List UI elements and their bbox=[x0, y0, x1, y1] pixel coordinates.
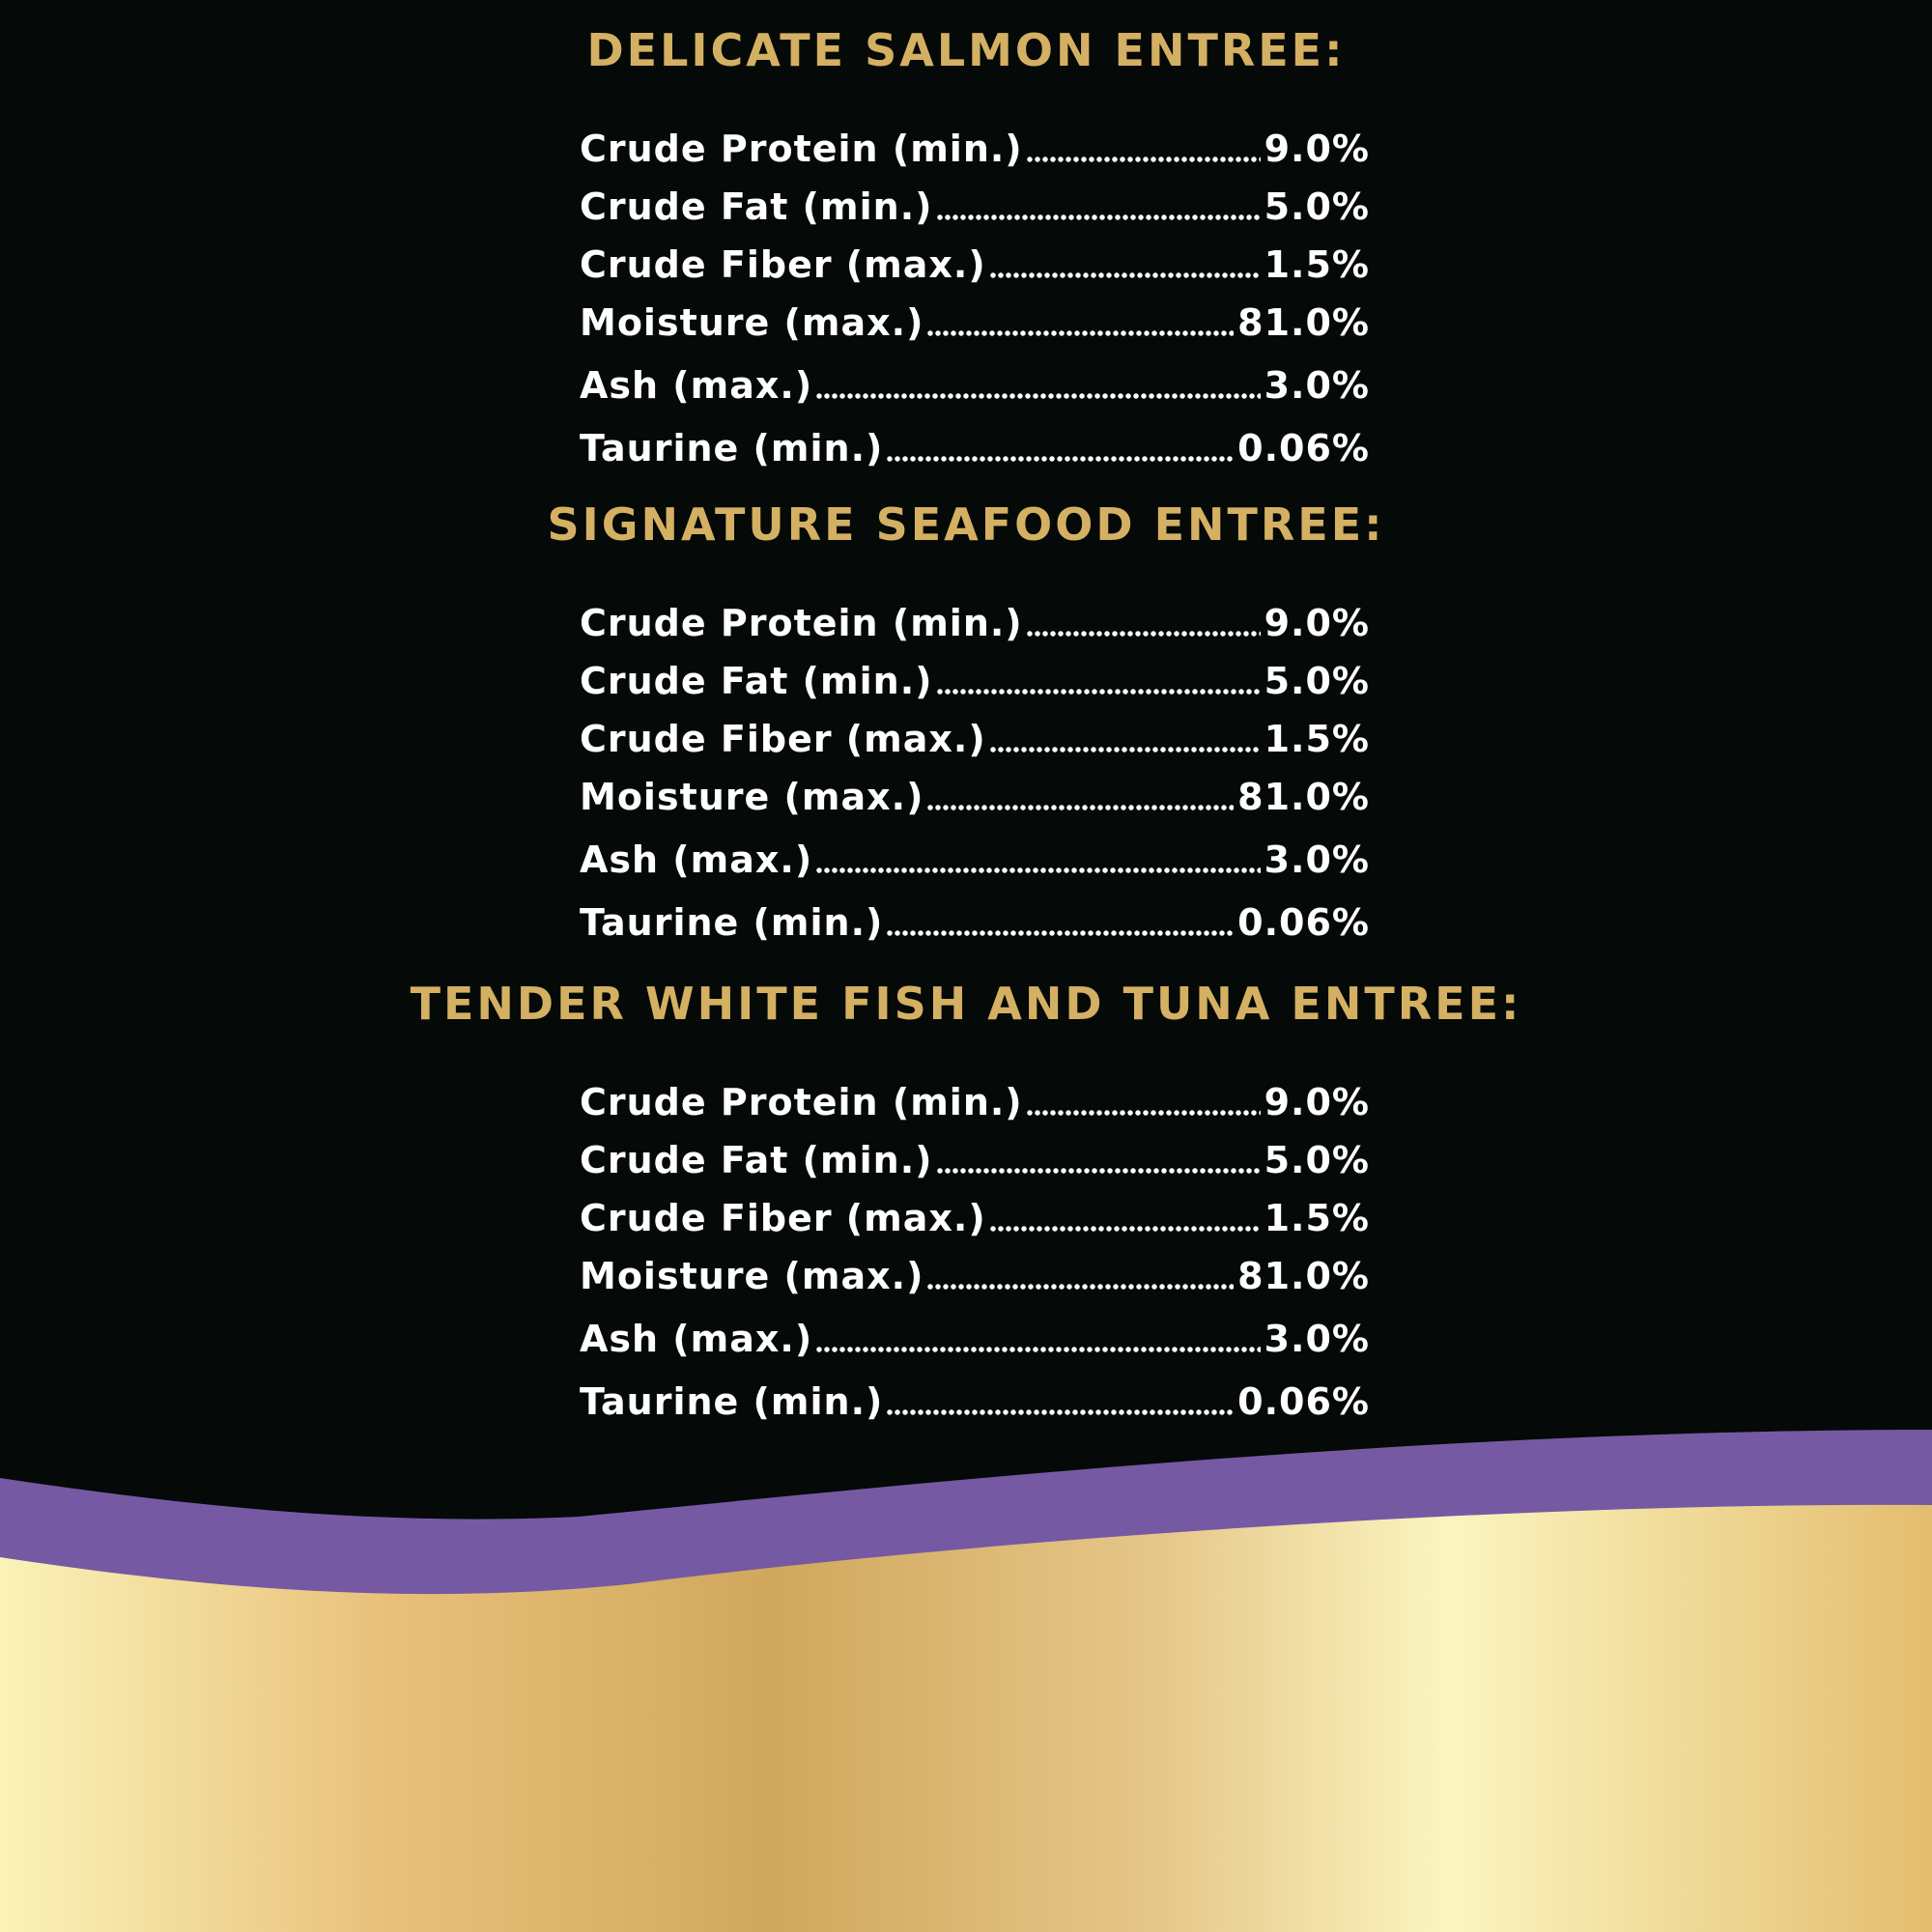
dot-leader bbox=[990, 271, 1261, 279]
dot-leader bbox=[927, 1283, 1234, 1291]
analysis-row bbox=[580, 125, 1370, 173]
nutrient-label: Taurine (min.) bbox=[580, 427, 884, 469]
analysis-row bbox=[580, 1078, 1370, 1126]
nutrient-label: Crude Protein (min.) bbox=[580, 1081, 1023, 1123]
analysis-row bbox=[580, 361, 1370, 410]
analysis-row bbox=[580, 183, 1370, 231]
dot-leader bbox=[887, 929, 1234, 937]
nutrient-value: 9.0% bbox=[1264, 602, 1370, 644]
nutrient-value: 81.0% bbox=[1237, 1255, 1370, 1297]
nutrient-label: Ash (max.) bbox=[580, 1318, 813, 1360]
nutrient-value: 5.0% bbox=[1264, 1139, 1370, 1181]
nutrient-label: Moisture (max.) bbox=[580, 301, 924, 344]
analysis-row bbox=[580, 1252, 1370, 1300]
nutrient-label: Crude Fat (min.) bbox=[580, 185, 933, 228]
nutrient-value: 1.5% bbox=[1264, 1197, 1370, 1239]
nutrient-label: Crude Fiber (max.) bbox=[580, 243, 986, 286]
nutrient-label: Moisture (max.) bbox=[580, 776, 924, 818]
analysis-row bbox=[580, 424, 1370, 472]
nutrient-label: Crude Fiber (max.) bbox=[580, 1197, 986, 1239]
analysis-row bbox=[580, 657, 1370, 705]
nutrient-value: 5.0% bbox=[1264, 660, 1370, 702]
nutrient-label: Crude Fat (min.) bbox=[580, 660, 933, 702]
dot-leader bbox=[927, 804, 1234, 811]
nutrient-value: 3.0% bbox=[1264, 364, 1370, 407]
analysis-row bbox=[580, 1194, 1370, 1242]
nutrient-value: 0.06% bbox=[1237, 1380, 1370, 1423]
nutrient-value: 3.0% bbox=[1264, 838, 1370, 881]
nutrient-value: 3.0% bbox=[1264, 1318, 1370, 1360]
dot-leader bbox=[816, 392, 1260, 400]
nutrient-label: Taurine (min.) bbox=[580, 901, 884, 944]
nutrient-value: 9.0% bbox=[1264, 128, 1370, 170]
section-title: SIGNATURE SEAFOOD ENTREE: bbox=[547, 498, 1385, 551]
dot-leader bbox=[1027, 156, 1261, 163]
nutrient-label: Ash (max.) bbox=[580, 838, 813, 881]
section-white-fish-tuna bbox=[0, 977, 1932, 1423]
nutrient-label: Crude Protein (min.) bbox=[580, 602, 1023, 644]
nutrient-value: 0.06% bbox=[1237, 901, 1370, 944]
dot-leader bbox=[887, 455, 1234, 463]
nutrient-label: Crude Fat (min.) bbox=[580, 1139, 933, 1181]
nutrient-label: Crude Protein (min.) bbox=[580, 128, 1023, 170]
nutrient-label: Taurine (min.) bbox=[580, 1380, 884, 1423]
dot-leader bbox=[937, 688, 1261, 696]
analysis-row bbox=[580, 599, 1370, 647]
nutrient-value: 1.5% bbox=[1264, 718, 1370, 760]
dot-leader bbox=[937, 1167, 1261, 1175]
nutrient-value: 81.0% bbox=[1237, 776, 1370, 818]
dot-leader bbox=[937, 213, 1261, 221]
dot-leader bbox=[927, 329, 1234, 337]
analysis-row bbox=[580, 898, 1370, 947]
section-title: TENDER WHITE FISH AND TUNA ENTREE: bbox=[410, 978, 1522, 1030]
dot-leader bbox=[990, 746, 1261, 753]
analysis-row bbox=[580, 715, 1370, 763]
nutrient-value: 1.5% bbox=[1264, 243, 1370, 286]
nutrient-value: 5.0% bbox=[1264, 185, 1370, 228]
dot-leader bbox=[990, 1225, 1261, 1233]
section-salmon bbox=[0, 23, 1932, 469]
dot-leader bbox=[816, 867, 1260, 874]
section-seafood bbox=[0, 497, 1932, 944]
nutrient-label: Crude Fiber (max.) bbox=[580, 718, 986, 760]
analysis-row bbox=[580, 1136, 1370, 1184]
nutrient-value: 0.06% bbox=[1237, 427, 1370, 469]
analysis-row bbox=[580, 298, 1370, 347]
nutrient-label: Moisture (max.) bbox=[580, 1255, 924, 1297]
dot-leader bbox=[1027, 630, 1261, 638]
nutrient-value: 81.0% bbox=[1237, 301, 1370, 344]
nutrient-value: 9.0% bbox=[1264, 1081, 1370, 1123]
decorative-wave bbox=[0, 1352, 1932, 1932]
dot-leader bbox=[1027, 1109, 1261, 1117]
analysis-row bbox=[580, 773, 1370, 821]
analysis-row bbox=[580, 241, 1370, 289]
analysis-row bbox=[580, 836, 1370, 884]
nutrient-label: Ash (max.) bbox=[580, 364, 813, 407]
section-title: DELICATE SALMON ENTREE: bbox=[586, 24, 1346, 76]
